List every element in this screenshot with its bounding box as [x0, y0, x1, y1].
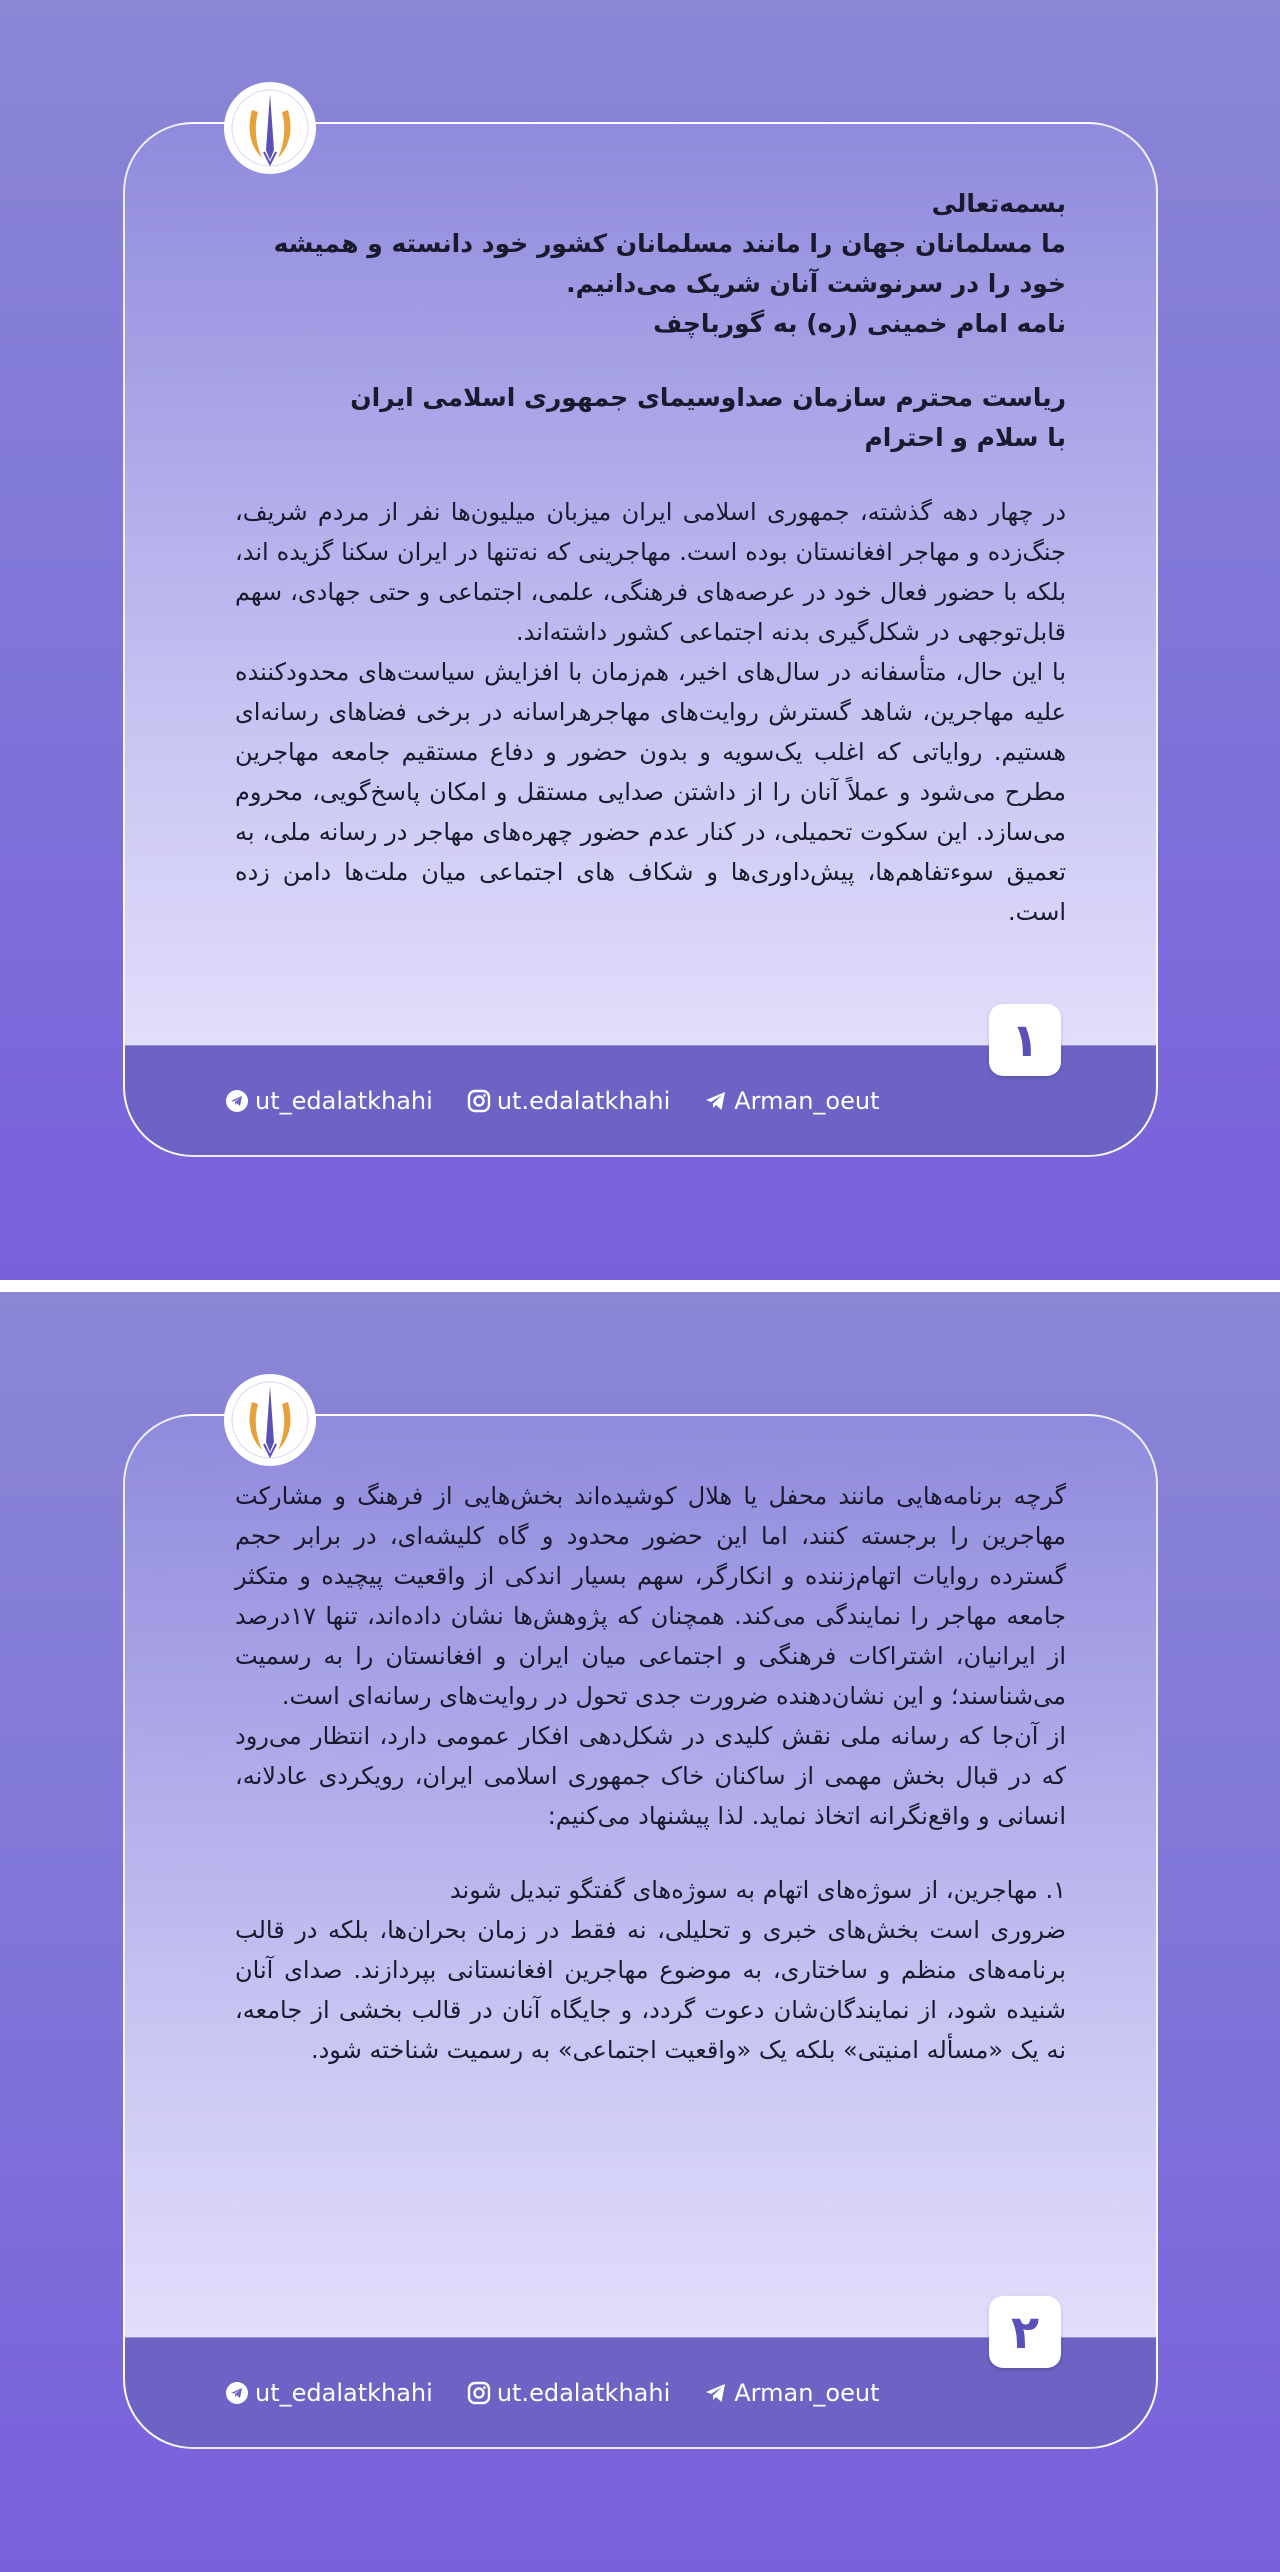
- proposal-body: ضروری است بخش‌های خبری و تحلیلی، نه فقط در زمان بحران‌ها، بلکه در قالب برنامه‌های منظم و ساختاری، به موضوع مهاجرین افغانستانی بپردازند. صدای آنان شنیده شود، از نمایندگان‌شان دعوت گردد، و جایگاه آنان در قالب بخشی از جامعه، نه یک «مسأله امنیتی» بلکه یک «واقعیت اجتماعی» به رسمیت شناخته شود.: [235, 1916, 1066, 2064]
- organization-logo: [222, 1372, 318, 1468]
- body-paragraph: در چهار دهه گذشته، جمهوری اسلامی ایران میزبان میلیون‌ها نفر از مردم شریف، جنگ‌زده و مهاجر افغانستان بوده است. مهاجرینی که نه‌تنها در ایران سکنا گزیده اند، بلکه با حضور فعال خود در عرصه‌های فرهنگی، علمی، اجتماعی و حتی جهادی، سهم قابل‌توجهی در شکل‌گیری بدنه اجتماعی کشور داشته‌اند.: [235, 498, 1066, 646]
- telegram-plane-icon: [704, 1089, 728, 1113]
- header-quote-source: نامه امام خمینی (ره) به گورباچف: [653, 309, 1066, 338]
- card-footer: [125, 2305, 1156, 2447]
- social-label: ut.edalatkhahi: [496, 2379, 671, 2407]
- social-telegram-channel[interactable]: [225, 2379, 433, 2407]
- greeting-line: با سلام و احترام: [864, 423, 1066, 452]
- page-number-badge: ۱: [989, 1004, 1061, 1076]
- telegram-circle-icon: [225, 2381, 249, 2405]
- card-text: [235, 1476, 1066, 2070]
- page-panel-2: [0, 1292, 1280, 2572]
- social-instagram[interactable]: [467, 1087, 670, 1115]
- card-footer: [125, 1013, 1156, 1155]
- telegram-plane-icon: [704, 2381, 728, 2405]
- header-basmala: بسمه‌تعالی: [931, 189, 1066, 218]
- social-links: [225, 1046, 879, 1156]
- card-text: [235, 184, 1066, 932]
- social-telegram[interactable]: [704, 2379, 879, 2407]
- telegram-circle-icon: [225, 1089, 249, 1113]
- body-paragraph: از آن‌جا که رسانه ملی نقش کلیدی در شکل‌دهی افکار عمومی دارد، انتظار می‌رود که در قبال بخش مهمی از ساکنان خاک جمهوری اسلامی ایران، رویکردی عادلانه، انسانی و واقع‌نگرانه اتخاذ نماید. لذا پیشنهاد می‌کنیم:: [235, 1722, 1066, 1830]
- instagram-icon: [467, 1089, 491, 1113]
- page-panel-1: [0, 0, 1280, 1280]
- social-label: ut_edalatkhahi: [255, 2379, 433, 2407]
- body-paragraph: با این حال، متأسفانه در سال‌های اخیر، هم‌زمان با افزایش سیاست‌های محدودکننده علیه مهاجرین، شاهد گسترش روایت‌های مهاجرهراسانه در برخی فضاهای رسانه‌ای هستیم. روایاتی که اغلب یک‌سویه و بدون حضور و دفاع مستقیم جامعه مهاجرین مطرح می‌شود و عملاً آنان را از داشتن صدایی مستقل و امکان پاسخ‌گویی، محروم می‌سازد. این سکوت تحمیلی، در کنار عدم حضور چهره‌های مهاجر در رسانه ملی، به تعمیق سوءتفاهم‌ها، پیش‌داوری‌ها و شکاف های اجتماعی میان ملت‌ها دامن زده است.: [235, 658, 1066, 926]
- body-paragraph: گرچه برنامه‌هایی مانند محفل یا هلال کوشیده‌اند بخش‌هایی از فرهنگ و مشارکت مهاجرین را برجسته کنند، اما این حضور محدود و گاه کلیشه‌ای، در برابر حجم گسترده روایات اتهام‌زننده و انکارگر، سهم بسیار اندکی از واقعیت پیچیده و متکثر جامعه مهاجر را نمایندگی می‌کند. همچنان که پژوهش‌ها نشان داده‌اند، تنها ۱۷درصد از ایرانیان، اشتراکات فرهنگی و اجتماعی میان ایران و افغانستان را به رسمیت می‌شناسند؛ و این نشان‌دهنده ضرورت جدی تحول در روایت‌های رسانه‌ای است.: [235, 1482, 1066, 1710]
- social-label: ut_edalatkhahi: [255, 1087, 433, 1115]
- social-label: Arman_oeut: [734, 2379, 880, 2407]
- social-telegram-channel[interactable]: [225, 1087, 433, 1115]
- content-card: [123, 1414, 1158, 2449]
- proposal-title: ۱. مهاجرین، از سوژه‌های اتهام به سوژه‌های گفتگو تبدیل شوند: [449, 1876, 1066, 1904]
- recipient-line: ریاست محترم سازمان صداوسیمای جمهوری اسلامی ایران: [350, 383, 1066, 412]
- social-telegram[interactable]: [704, 1087, 879, 1115]
- content-card: [123, 122, 1158, 1157]
- social-label: Arman_oeut: [734, 1087, 880, 1115]
- social-instagram[interactable]: [467, 2379, 670, 2407]
- social-links: [225, 2338, 879, 2448]
- instagram-icon: [467, 2381, 491, 2405]
- page-number-badge: ۲: [989, 2296, 1061, 2368]
- header-quote: ما مسلمانان جهان را مانند مسلمانان کشور خود دانسته و همیشه خود را در سرنوشت آنان شریک می‌دانیم.: [273, 229, 1066, 298]
- social-label: ut.edalatkhahi: [496, 1087, 671, 1115]
- organization-logo: [222, 80, 318, 176]
